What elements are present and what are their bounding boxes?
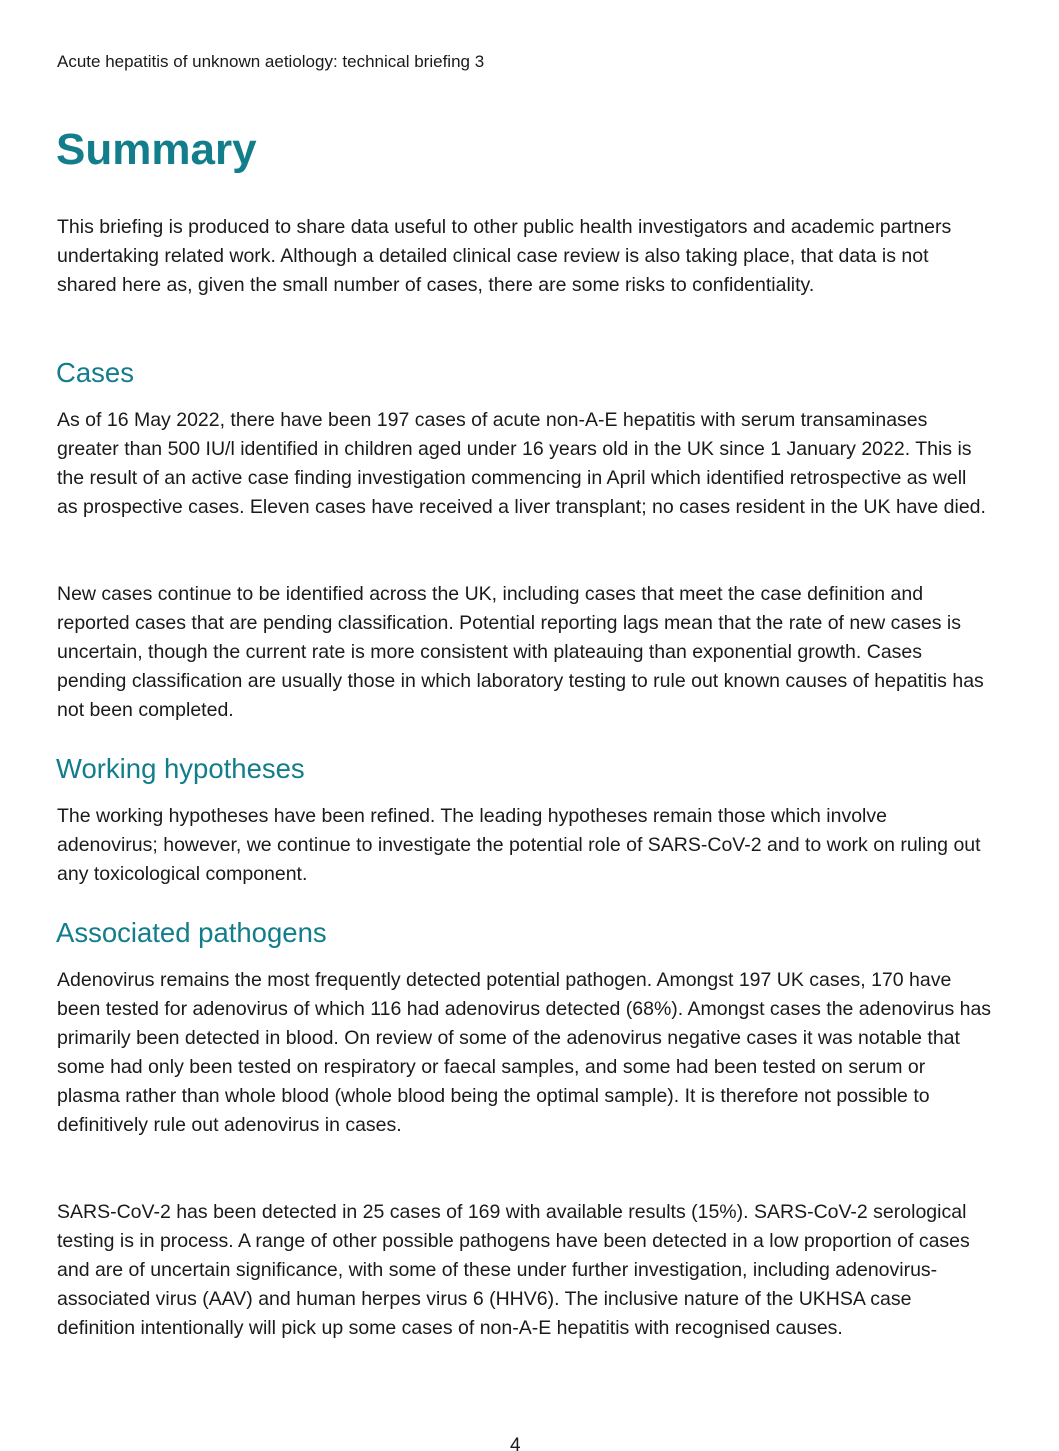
page-number: 4	[510, 1435, 521, 1451]
cases-paragraph-2: New cases continue to be identified across the UK, including cases that meet the case definition and reported cases that are pending classification. Potential reporting lags mean that the rate of new cases is uncertain, though the current rate is more consistent with plateauing than exponential growth. Cases pending classification are usually those in which laboratory testing to rule out known causes of hepatitis has not been completed.	[57, 583, 984, 721]
running-header: Acute hepatitis of unknown aetiology: technical briefing 3	[57, 52, 485, 71]
section-heading-associated-pathogens: Associated pathogens	[56, 917, 327, 948]
section-heading-working-hypotheses: Working hypotheses	[56, 753, 305, 784]
intro-paragraph: This briefing is produced to share data useful to other public health investigators and academic partners undertaking related work. Although a detailed clinical case review is also taking place, that data is not shared here as, given the small number of cases, there are some risks to confidentiality.	[57, 216, 952, 296]
working-hypotheses-paragraph: The working hypotheses have been refined. The leading hypotheses remain those which involve adenovirus; however, we continue to investigate the potential role of SARS-CoV-2 and to work on ruling out any toxicological component.	[57, 805, 981, 885]
page-title: Summary	[56, 125, 257, 174]
section-heading-cases: Cases	[56, 357, 134, 388]
associated-pathogens-paragraph-2: SARS-CoV-2 has been detected in 25 cases of 169 with available results (15%). SARS-CoV-2 serological testing is in process. A range of other possible pathogens have been detected in a low proportion of cases and are of uncertain significance, with some of these under further investigation, including adenovirus-associated virus (AAV) and human herpes virus 6 (HHV6). The inclusive nature of the UKHSA case definition intentionally will pick up some cases of non-A-E hepatitis with recognised causes.	[57, 1201, 970, 1339]
cases-paragraph-1: As of 16 May 2022, there have been 197 cases of acute non-A-E hepatitis with serum transaminases greater than 500 IU/l identified in children aged under 16 years old in the UK since 1 January 2022. This is the result of an active case finding investigation commencing in April which identified retrospective as well as prospective cases. Eleven cases have received a liver transplant; no cases resident in the UK have died.	[57, 409, 986, 518]
associated-pathogens-paragraph-1: Adenovirus remains the most frequently detected potential pathogen. Amongst 197 UK cases, 170 have been tested for adenovirus of which 116 had adenovirus detected (68%). Amongst cases the adenovirus has primarily been detected in blood. On review of some of the adenovirus negative cases it was notable that some had only been tested on respiratory or faecal samples, and some had been tested on serum or plasma rather than whole blood (whole blood being the optimal sample). It is therefore not possible to definitively rule out adenovirus in cases.	[57, 969, 992, 1136]
